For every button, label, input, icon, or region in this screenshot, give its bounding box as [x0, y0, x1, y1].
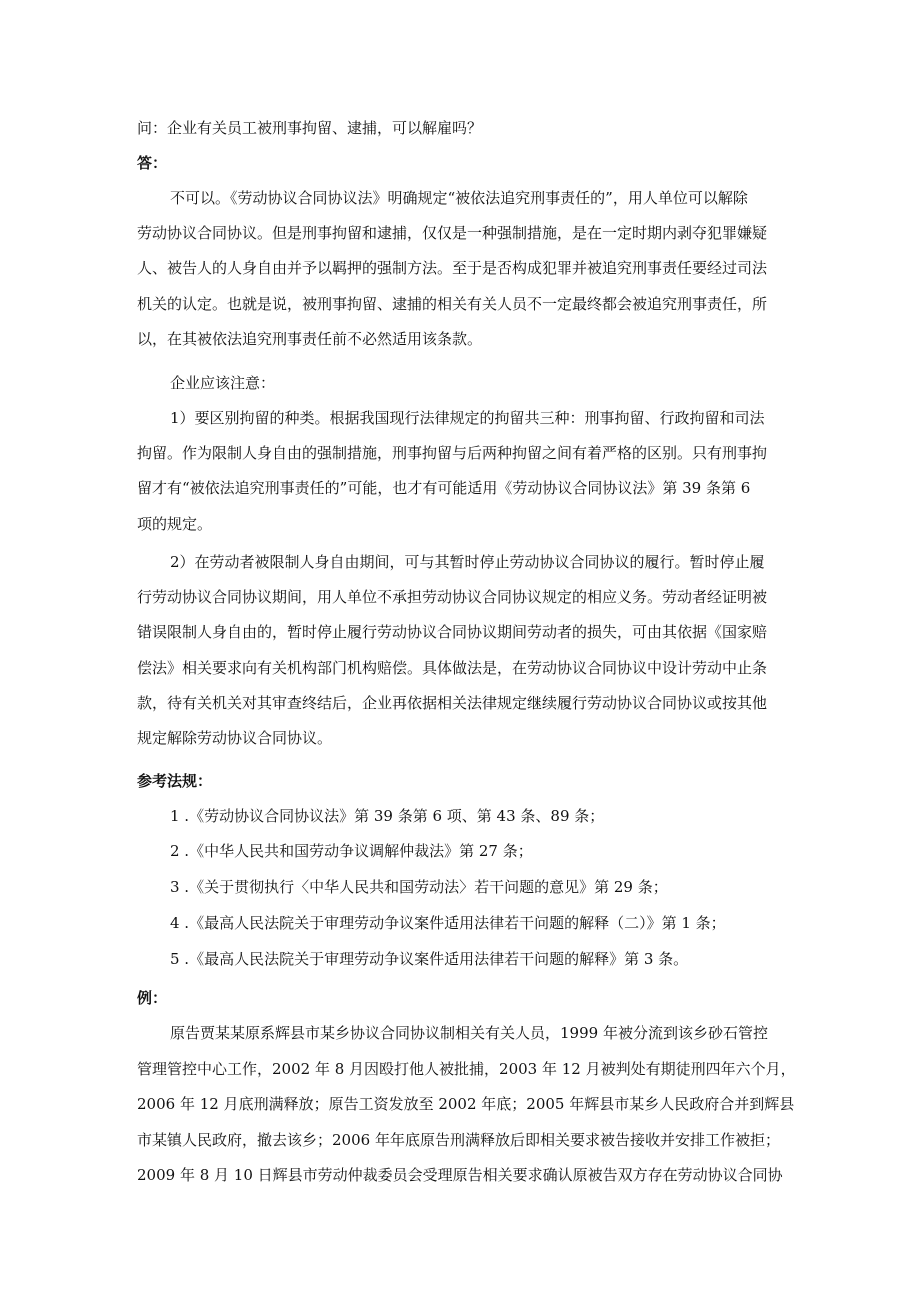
point2-line-4: 偿法》相关要求向有关机构部门机构赔偿。具体做法是，在劳动协议合同协议中设计劳动中止条 — [137, 659, 768, 677]
point2-line-3: 错误限制人身自由的，暂时停止履行劳动协议合同协议期间劳动者的损失，可由其依据《国家赔 — [137, 623, 768, 641]
references-heading: 参考法规： — [137, 772, 213, 790]
answer-line-4: 机关的认定。也就是说，被刑事拘留、逮捕的相关有关人员不一定最终都会被追究刑事责任，所 — [137, 295, 768, 313]
notice-intro: 企业应该注意： — [170, 374, 276, 392]
point1-line-1: 1）要区别拘留的种类。根据我国现行法律规定的拘留共三种：刑事拘留、行政拘留和司法 — [170, 409, 765, 427]
example-heading: 例： — [137, 989, 168, 1007]
example-line-2: 管理管控中心工作，2002 年 8 月因殴打他人被批捕，2003 年 12 月被判处有期徒刑四年六个月， — [137, 1060, 796, 1078]
example-line-1: 原告贾某某原系辉县市某乡协议合同协议制相关有关人员，1999 年被分流到该乡砂石管控 — [170, 1024, 768, 1042]
question-line: 问：企业有关员工被刑事拘留、逮捕，可以解雇吗？ — [137, 119, 483, 137]
point1-line-4: 项的规定。 — [137, 515, 213, 533]
example-line-4: 市某镇人民政府，撤去该乡；2006 年年底原告刑满释放后即相关要求被告接收并安排工作被拒； — [137, 1131, 780, 1149]
point2-line-2: 行劳动协议合同协议期间，用人单位不承担劳动协议合同协议规定的相应义务。劳动者经证明被 — [137, 588, 768, 606]
reference-item-4: 4 .《最高人民法院关于审理劳动争议案件适用法律若干问题的解释（二）》第 1 条； — [170, 914, 726, 932]
answer-line-2: 劳动协议合同协议。但是刑事拘留和逮捕，仅仅是一种强制措施，是在一定时期内剥夺犯罪嫌疑 — [137, 224, 768, 242]
point1-line-2: 拘留。作为限制人身自由的强制措施，刑事拘留与后两种拘留之间有着严格的区别。只有刑事拘 — [137, 444, 768, 462]
point2-line-6: 规定解除劳动协议合同协议。 — [137, 729, 333, 747]
reference-item-5: 5 .《最高人民法院关于审理劳动争议案件适用法律若干问题的解释》第 3 条。 — [170, 950, 689, 968]
point2-line-1: 2）在劳动者被限制人身自由期间，可与其暂时停止劳动协议合同协议的履行。暂时停止履 — [170, 553, 765, 571]
point1-line-3: 留才有“被依法追究刑事责任的”可能，也才有可能适用《劳动协议合同协议法》第 39 条第 6 — [137, 479, 751, 497]
reference-item-1: 1 .《劳动协议合同协议法》第 39 条第 6 项、第 43 条、89 条； — [170, 807, 605, 825]
point2-line-5: 款，待有关机关对其审查终结后，企业再依据相关法律规定继续履行劳动协议合同协议或按其他 — [137, 694, 768, 712]
answer-line-3: 人、被告人的人身自由并予以羁押的强制方法。至于是否构成犯罪并被追究刑事责任要经过司法 — [137, 259, 768, 277]
reference-item-3: 3 .《关于贯彻执行〈中华人民共和国劳动法〉若干问题的意见》第 29 条； — [170, 878, 668, 896]
example-line-3: 2006 年 12 月底刑满释放；原告工资发放至 2002 年底；2005 年辉县市某乡人民政府合并到辉县 — [137, 1095, 795, 1113]
answer-line-5: 以，在其被依法追究刑事责任前不必然适用该条款。 — [137, 330, 483, 348]
reference-item-2: 2 .《中华人民共和国劳动争议调解仲裁法》第 27 条； — [170, 842, 533, 860]
answer-heading: 答： — [137, 154, 168, 172]
example-line-5: 2009 年 8 月 10 日辉县市劳动仲裁委员会受理原告相关要求确认原被告双方存在劳动协议合同协 — [137, 1166, 783, 1184]
answer-line-1: 不可以。《劳动协议合同协议法》明确规定“被依法追究刑事责任的”，用人单位可以解除 — [170, 189, 748, 207]
